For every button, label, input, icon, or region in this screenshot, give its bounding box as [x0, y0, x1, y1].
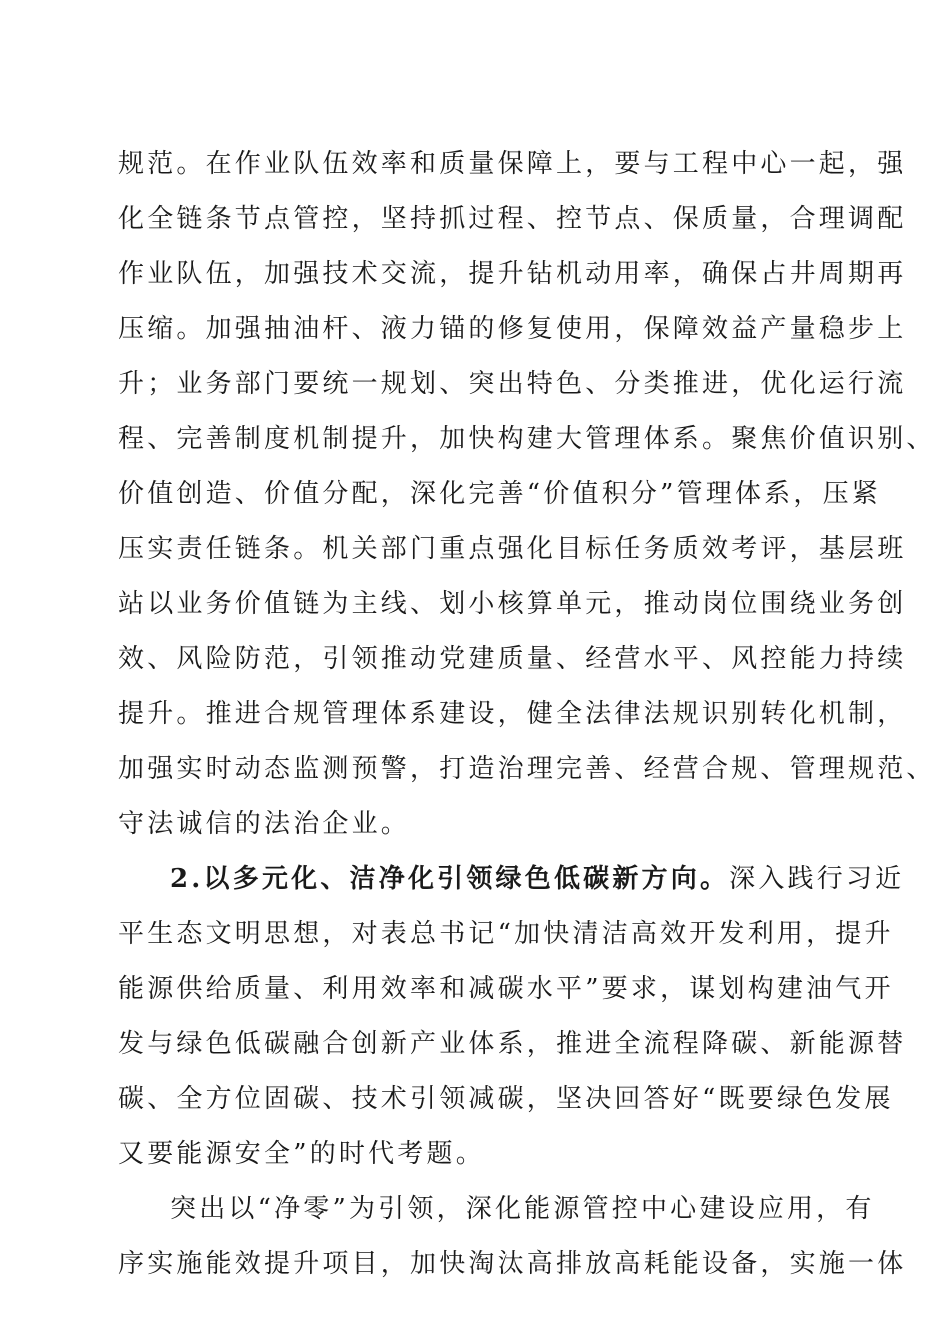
section-2-heading: 2.以多元化、洁净化引领绿色低碳新方向。: [170, 864, 730, 894]
text-line: 升；业务部门要统一规划、突出特色、分类推进，优化运行流: [118, 369, 907, 399]
text-line: 碳、全方位固碳、技术引领减碳，坚决回答好“既要绿色发展: [118, 1084, 894, 1114]
text-line: 站以业务价值链为主线、划小核算单元，推动岗位围绕业务创: [118, 589, 907, 619]
text-line: 价值创造、价值分配，深化完善“价值积分”管理体系，压紧: [118, 479, 881, 509]
text-line: 压缩。加强抽油杆、液力锚的修复使用，保障效益产量稳步上: [118, 314, 907, 344]
text-line: 压实责任链条。机关部门重点强化目标任务质效考评，基层班: [118, 534, 907, 564]
text-line: 发与绿色低碳融合创新产业体系，推进全流程降碳、新能源替: [118, 1029, 907, 1059]
text-line: 提升。推进合规管理体系建设，健全法律法规识别转化机制，: [118, 699, 907, 729]
text-line: 效、风险防范，引领推动党建质量、经营水平、风控能力持续: [118, 644, 907, 674]
text-line: 又要能源安全”的时代考题。: [118, 1139, 485, 1169]
paragraph-3-first-line: 突出以“净零”为引领，深化能源管控中心建设应用，有: [170, 1194, 875, 1224]
text-line: 加强实时动态监测预警，打造治理完善、经营合规、管理规范、: [118, 754, 936, 784]
section-2-lead-text: 深入践行习近: [729, 864, 905, 894]
text-line: 规范。在作业队伍效率和质量保障上，要与工程中心一起，强: [118, 149, 907, 179]
text-line: 能源供给质量、利用效率和减碳水平”要求，谋划构建油气开: [118, 974, 894, 1004]
text-line: 序实施能效提升项目，加快淘汰高排放高耗能设备，实施一体: [118, 1249, 907, 1279]
section-2-first-line: [170, 859, 904, 899]
text-line: 程、完善制度机制提升，加快构建大管理体系。聚焦价值识别、: [118, 424, 936, 454]
text-line: 作业队伍，加强技术交流，提升钻机动用率，确保占井周期再: [118, 259, 907, 289]
text-line: 平生态文明思想，对表总书记“加快清洁高效开发利用，提升: [118, 919, 894, 949]
text-line: 化全链条节点管控，坚持抓过程、控节点、保质量，合理调配: [118, 204, 907, 234]
text-line: 守法诚信的法治企业。: [118, 809, 411, 839]
